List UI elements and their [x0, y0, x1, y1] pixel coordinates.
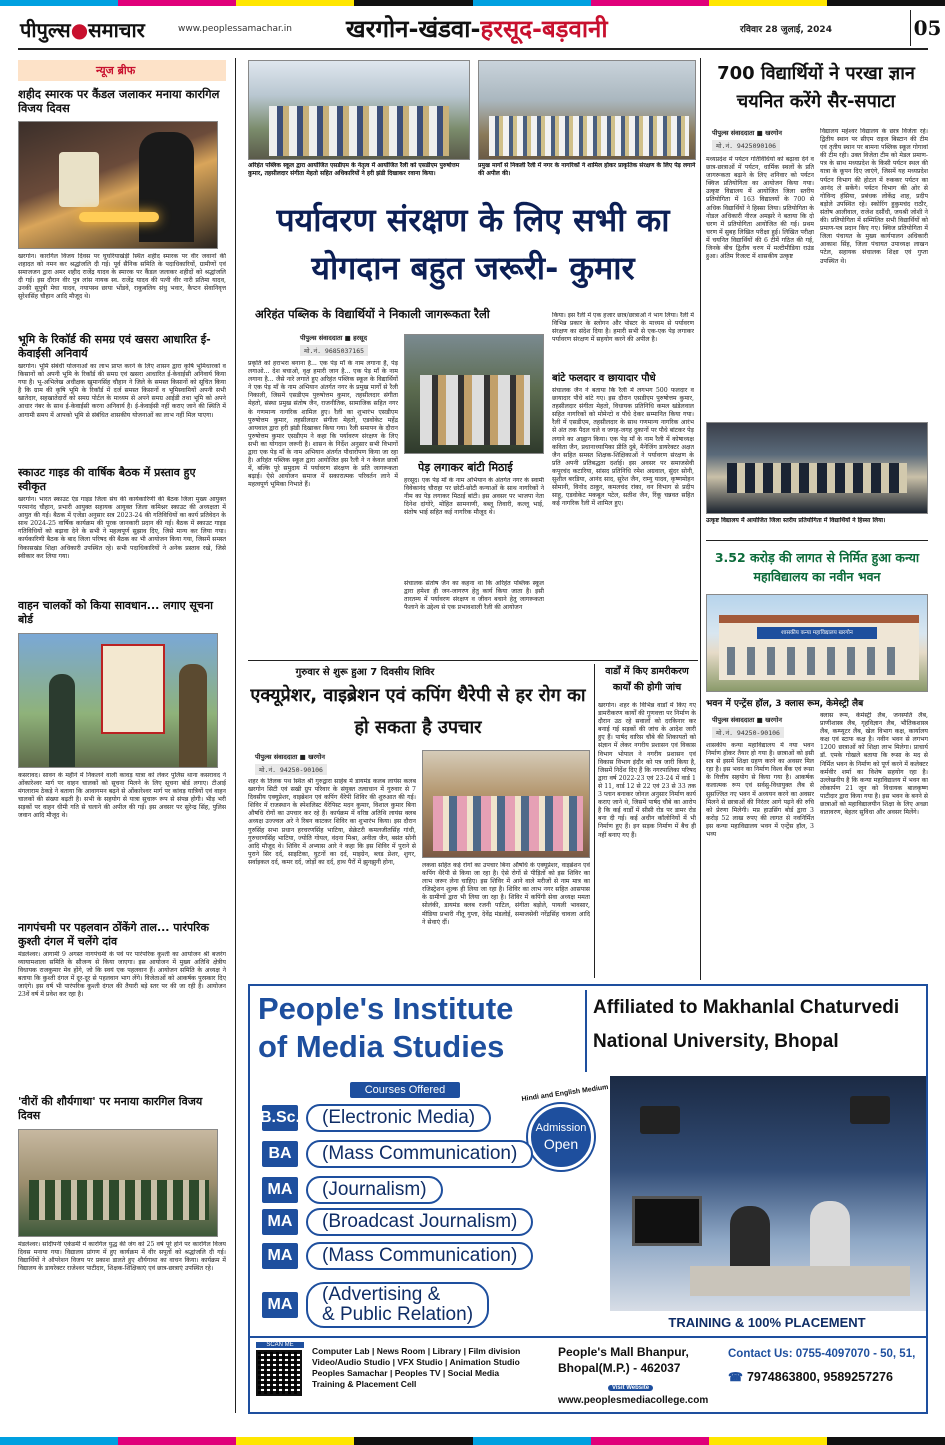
tree-planting-photo: [404, 334, 544, 454]
quiz-col2: विद्यालय महेश्वर विद्यालय के छात्र विजेता रहे। द्वितीय स्थान पर सीएम राइज बिस्टान की टीम एवं तृतीय स्थान पर बामना पब्लिक स्कूल गोगावां की टीम रही। उक्त विजेता टीम को मेडल प्रमाण-पत्र के साथ मध्यप्रदेश के किसी पर्यटन स्थल की यात्रा के कूपन दिए जाएंगे, जिसमें यह मध्यप्रदेश पर्यटन विभाग की होटल में रुककर पर्यटन का आनंद ले सकेंगे। पर्यटन विभाग की ओर से गोविन्द हंसिया, प्रबंधक लोकेंद्र शाह, प्रदीप बड़ोले उपस्थित रहे। स्कोरिंग हुकुमचंद राठौर, संतोष आलीवाल, राजेश दसौंधी, जयश्री जोशी ने की। प्रतियोगिता में सम्मिलित सभी विद्यार्थियों को प्रमाण-पत्र प्रदान किए गए। क्विज प्रतियोगिता में जिला पंचायत के मुख्य कार्यपालन अधिकारी आकाश सिंह, जिला पंचायत उपाध्यक्ष लाखन पटेल, सहायक संचालक शिक्षा एवं गुप्ता उपस्थित थे।: [820, 128, 928, 265]
ad-facilities-3: Peoples Samachar | Peoples TV | Social Media: [312, 1368, 500, 1378]
column-rule-left: [235, 58, 236, 1413]
brief-headline-4: वाहन चालकों को किया सावधान... लगाए सूचना बोर्ड: [18, 599, 213, 626]
ad-address: [558, 1344, 723, 1407]
rally-photo-left-caption: अरिहंत पब्लिक स्कूल द्वारा आयोजित एसडीएम के नेतृत्व में आयोजित रैली को एसडीएम पुरुषोत्तम कुमार, तहसीलदार संगीता मेहतो सहित अधिकारियों ने हरी झंडी दिखाकर रवाना किया।: [248, 162, 460, 177]
course-name-1: (Electronic Media): [306, 1104, 491, 1132]
ad-affiliation-block: [585, 990, 925, 1072]
ad-facilities-2: Video/Audio Studio | VFX Studio | Animation Studio: [312, 1357, 520, 1367]
news-brief-label: न्यूज ब्रीफ: [18, 60, 226, 81]
college-col2: क्लास रूम, केमेस्ट्री लैब, जनस्पति लैब, प्राणीशास्त्र लैब, गृहविज्ञान लैब, भौतिकशास्त्र लैब, कम्प्यूटर लैब, खेल विभाग कक्ष, कार्यालय कक्ष एवं स्टाफ कक्ष है। नवीन भवन से लगभग 1200 छात्राओं को शिक्षा लाभ मिलेगा। प्राचार्य डॉ. एमके गोखले बताया कि रूसा के मद से निर्मित भवन के निर्माण को पूर्ण करने में कलेक्टर कर्मवीर शर्मा का विशेष सहयोग रहा है। उल्लेखनीय है कि कन्या महाविद्यालय में भवन का लोकार्पण 21 जून को विधायक बालकृष्ण पाटीदार द्वारा किया गया है। इस भवन के बनने से छात्राओं को महाविद्यालयीन शिक्षा के लिए अच्छा वातावरण, बेहतर सुविधा और अवसर मिलेंगे।: [820, 712, 928, 817]
ad-admission-line1: Admission: [535, 1122, 587, 1134]
course-name-2: (Mass Communication): [306, 1140, 533, 1168]
course-row-5: [262, 1242, 533, 1270]
issue-date: रविवार 28 जुलाई, 2024: [740, 25, 832, 35]
ad-facilities-4: Training & Placement Cell: [312, 1379, 417, 1389]
qr-code-icon[interactable]: [256, 1350, 302, 1396]
college-building-sign: शासकीय कन्या महाविद्यालय खरगोन: [757, 627, 877, 639]
qr-scan-label: SCAN ME: [256, 1342, 304, 1348]
tree-photo-text: हरसूद। एक पेड़ माँ के नाम अभियान के अंतर्गत नगर के स्वामी विवेकानंद चौराहा पर छोटी-छोटी कन्याओं के साथ नागरिकों ने नीम का पेड़ लगाकर मिठाई बांटी। इस अवसर पर भाजपा नेता दिनेश दांगोरे, मोहित सामनाणी, बब्लू तिवारी, कल्लू भाई, संतोष भाई सहित कई नागरिक मौजूद थे।: [404, 477, 544, 517]
signboard-photo: [18, 633, 218, 768]
lead-byline: पीपुल्स संवाददाता ■ हरसूद: [300, 334, 368, 342]
ad-studio-image: [610, 1076, 928, 1311]
brief-body-2: खरगोन। भूमि संबंधी योजनाओं का लाभ प्राप्त करने के लिए शासन द्वारा कृषि भूमिधारकों व किसानों को अपनी भूमि के रिकॉर्ड की समग्र एवं खसरा आधारित ई-केवाईसी अनिवार्य किया गया है। भू-अभिलेख अधीक्षक खुमानसिंह चौहान ने जिले के समस्त किसानों को सूचित किया है कि ग्राम की कृषि भूमि के रिकॉर्ड में दर्ज समस्त किसानों व भूमिस्वामियों अपनी सभी खातेदार, सहखातेदारों को समग्र पोर्टल के माध्यम से अपने समग्र आईडी तथा भूमि को अपने आधार नंबर के साथ ई-केवाईसी करना अनिवार्य है। ई-केवाईसी नहीं कराए जाने की स्थिति में आगामी समय में आपको भूमि से संबंधित शासकीय योजनाओं का लाभ नहीं मिल पाएगा।: [18, 363, 226, 419]
ad-admission-badge: [528, 1104, 594, 1170]
brief-body-4: कसरावद। सावन के महीने में निकलने वाली कावड़ यात्रा को लेकर पुलिस थाना कसरावद ने ओंकारेश्वर मार्ग पर वाहन चालकों को सूचना मिलने के लिए सूचना बोर्ड लगाए। टीआई मंगलाराम ठेकड़े ने बताया कि आवागमन बढ़ने से ओंकारेश्वर मार्ग पर कांवड़ यात्रियों एवं वाहन चालकों की संख्या बढ़ती है। सभी के सहयोग से यात्रा सुचारू रूप से संपन्न होगी। भीड़ भरी सड़कों पर वाहन धीमी गति से चलाने की अपील की गई। इस अवसर पर सुरेन्द्र सिंह, पुलिस जवान आदि मौजूद थे।: [18, 772, 226, 820]
brand-logo: पीपुल्स●समाचार: [20, 18, 145, 42]
quiz-regno: मो.नं. 9425090106: [712, 140, 780, 151]
course-name-6: [306, 1282, 489, 1328]
news-brief-column: [18, 60, 226, 1415]
college-regno: मो.नं. 94250-90106: [712, 727, 784, 738]
ad-phone-numbers: 7974863800, 9589257276: [746, 1370, 893, 1384]
brief-body-5: मंडलेश्वर। आगामी 9 अगस्त नागपंचमी के पर्व पर पारंपरिक कुश्ती का आयोजन श्री बजरंग व्यायामशाला समिति के सौजन्य से किया जाएगा। इस आयोजन में मुख्य अतिथि क्षेत्रीय विधायक राजकुमार मेव होंगे, जो कि स्वयं एक पहलवान हैं। आयोजन समिति के अध्यक्ष ने बताया कि कुश्ती दंगल में दूर-दूर से पहलवान भाग लेंगे। विजेताओं को आकर्षक पुरस्कार दिए जाएंगे। इस वर्ष भी पारंपरिक कुश्ती दंगल की तैयारी बड़े स्तर पर की जा रही है। आयोजन 23वें वर्ष में प्रवेश कर रहा है।: [18, 951, 226, 999]
camp-col1: शहर के तिलक पथ स्थित श्री गुरुद्वारा साहेब में डायमंड कलब लायंस कलब खरगोन सिटी एवं सखी ग्रुप परिवार के संयुक्त तत्वाधान में गुरुवार से 7 दिवसीय एक्यूप्रेशर, वाइब्रेशन एवं कपिंग थैरेपी शिविर की शुरुआत की गई। शिविर में राजस्थान के स्पेशलिस्ट थैरेपिस्ट मदन कुमार, विशाल कुमार बिना औषधि रोगों का उपचार कर रहे हैं। कार्यक्रम में वरिष्ठ अतिथि लायंस क्लब अध्यक्ष उज्ज्वल अरे ने रिबन काटकर शिविर का शुभारंभ किया। इस दौरान गुरुसिंह सभा प्रधान हरचरणसिंह भाटिया, सेक्रेटरी कमलजीतसिंह गांधी, गुरुचरणसिंह भाटिया, ज्योति गोयल, वंदना मिश्रा, अनीता जैन, बसंत सोनी आदि मौजूद थे। शिविर में अभ्यास आरे ने कहा कि इस शिविर में पुराने से पुराने सिर दर्द, साइटिका, घुटनों का दर्द, माइग्रेन, ब्लड प्रेशर, शुगर, सर्वाइकल दर्द, कमर दर्द, जोड़ों का दर्द, हाथ पैरों में झुनझुनी होना,: [248, 778, 416, 866]
brief-headline-6: 'वीरों की शौर्यगाथा' पर मनाया कारगिल विजय दिवस: [18, 1095, 203, 1122]
course-code-6: MA: [262, 1292, 298, 1318]
lead-col3: किया। इस रैली में एक हजार छात्र/छात्राओं ने भाग लिया। रैली में विभिन्न प्रकार के स्लोगन और पोस्टर के माध्यम से पर्यावरण संरक्षण का संदेश दिया है। हमारी सभी से एक-एक पेड़ लगाकर पर्यावरण संरक्षण में सहयोग करने की अपील है।: [552, 312, 694, 344]
course-row-6: [262, 1282, 489, 1328]
college-byline: पीपुल्स संवाददाता ■ खरगोन: [712, 716, 782, 724]
course-name-6-line1: (Advertising &: [322, 1284, 441, 1305]
lead-bottom-rule: [248, 660, 698, 661]
brief-body-6: मंडलेश्वर। सांदीपनी एकेडमी में कारगिल युद्ध की जंग को 25 वर्ष पूरे होने पर कारगिल विजय दिवस मनाया गया। विद्यालय प्रांगण में हुए कार्यक्रम में वीर सपूतों को श्रद्धांजलि दी गई। विद्यार्थियों ने ऑपरेशन विजय पर प्रकाश डालते हुए शौर्यगाथा का वाचन किया। कार्यक्रम में विद्यालय के डायरेक्टर राजेश्वर पाटीदार, शिक्षक-शिक्षिकाएं एवं छात्र-छात्राएं उपस्थित रहे।: [18, 1241, 226, 1273]
ad-courses-label: Courses Offered: [350, 1082, 460, 1098]
course-row-2: [262, 1140, 533, 1168]
ad-admission-line2: Open: [543, 1136, 579, 1152]
quiz-photo: [706, 422, 928, 514]
lead-col-tail: संचालक संतोष जैन का कहना था कि अरिहंत पब्लिक स्कूल द्वारा हमेशा ही जन-जागरण हेतु कार्य किया जाता है। इसी तारतम्य में पर्यावरण संरक्षण व जीवन बचाने हेतु जागरूकता फैलाने के उद्देश्य से एक प्रभावशाली रैली की आयोजन: [404, 580, 544, 612]
column-rule-mid: [700, 58, 701, 980]
ad-contact-line: Contact Us: 0755-4097070 - 50, 51,: [728, 1348, 916, 1360]
ad-website-link[interactable]: www.peoplesmediacollege.com: [558, 1395, 709, 1406]
quiz-headline: 700 विद्यार्थियों ने परखा ज्ञान चयनित करेंगे सैर-सपाटा: [717, 63, 915, 112]
course-row-4: [262, 1208, 533, 1236]
ad-contact: [728, 1346, 924, 1384]
course-code-2: BA: [262, 1141, 298, 1167]
phone-icon: ☎: [728, 1370, 743, 1384]
lead-col3-subhead: बांटे फलदार व छायादार पौधे: [552, 373, 656, 384]
brand-right: समाचार: [88, 18, 145, 42]
ad-address-2: Bhopal(M.P.) - 462037: [558, 1361, 681, 1375]
quiz-byline: पीपुल्स संवाददाता ■ खरगोन: [712, 129, 782, 137]
ad-placement-banner: TRAINING & 100% PLACEMENT: [608, 1312, 926, 1334]
rally-photo-right: [478, 60, 696, 160]
course-code-3: MA: [262, 1177, 298, 1203]
camp-kicker: गुरुवार से शुरू हुआ 7 दिवसीय शिविर: [295, 667, 435, 678]
lead-col3b: संचालक जैन ने बताया कि रैली में लगभग 500 फलदार व छायादार पौधे बांटे गए। इस दौरान एसडीएम पुरुषोत्तम कुमार, तहसीलदार संगीता मेहतो, विधायक प्रतिनिधि कमल खंडेलवाल सहित नागरिकों को मोमेन्टो व पौधे देकर सम्मानित किया गया। रैली में एसडीएम, तहसीलदार के साथ गणमान्य नागरिक आरंभ से अंत तक पैदल चले व जगह-जगह दुकानों पर पौधे बांटकर पेड़ लगाने का आह्वान किया। एक पेड़ माँ के नाम रैली में कोषाध्यक्ष कविता जैन, प्रधानाध्यापिका प्रीति दुबे, मैनेजिंग डायरेक्टर अक्षत जैन सहित समस्त शिक्षक-शिक्षिकाओं ने पर्यावरण संरक्षण के प्रति अपनी प्रतिबद्धता दर्शाई। इस अवसर पर समाजसेवी कपूरचंद कटारिया, सांसद प्रतिनिधि रमेश अग्रवाल, सुंदर सोनी, सुशील बरडिया, आनंद साद, सुरेश जैन, राम्यु यादव, कृष्णमोहन सोमानी, विनोद ठाकुर, कमलचंद रांका, वन विभाग से प्रदीप साहू, एडवोकेट मकबूल पटेल, सतीश जैन, रिंकू चन्नवत सहित कई नागरिक रैली में शामिल हुए।: [552, 387, 694, 508]
lead-subhead: अरिहंत पब्लिक के विद्यार्थियों ने निकाली जागरूकता रैली: [255, 307, 490, 321]
page-number: 05: [910, 10, 944, 46]
rally-photo-right-caption: प्रमुख मार्गों से निकली रैली में नगर के नागरिकों ने शामिल होकर प्राकृतिक संरक्षण के लिए पेड़ लगाने की अपील की।: [478, 162, 696, 177]
ad-title-block: [258, 990, 580, 1072]
ad-visit-label: Visit Website: [608, 1385, 653, 1391]
course-code-4: MA: [262, 1209, 298, 1235]
camp-byline: पीपुल्स संवाददाता ■ खरगोन: [255, 753, 325, 761]
brief-headline-5: नागपंचमी पर पहलवान ठोंकेंगे ताल... पारंपरिक कुश्ती दंगल में चलेंगे दांव: [18, 921, 209, 948]
ward-headline: वार्डों में किए डामरीकरण कार्यों की होगी जांच: [605, 666, 689, 693]
ward-left-rule: [594, 664, 595, 978]
course-name-5: (Mass Communication): [306, 1242, 533, 1270]
course-name-3: (Journalism): [306, 1176, 443, 1204]
course-code-5: MA: [262, 1243, 298, 1269]
college-building-photo: [706, 594, 928, 692]
rally-photo-left: [248, 60, 470, 160]
ad-title-line1: People's Institute: [258, 991, 514, 1026]
ad-facilities: [312, 1346, 552, 1390]
lead-col1: प्रकृति को हराभरा बनाना है... एक पेड़ माँ के नाम लगाना है, पेड़ लगाओ... देश बचाओ, वृक्ष हमारी जान है... एक पेड़ माँ के नाम लगाना है... जैसे नारे लगाते हुए अरिहंत पब्लिक स्कूल के विद्यार्थियों ने एक पेड़ माँ के नाम अभियान अंतर्गत नगर के प्रमुख मार्गों से रैली निकाली, जिसमें एसडीएम पुरुषोत्तम कुमार, तहसीलदार संगीता मेहतो, संस्था प्रमुख संतोष जैन, राजनीतिक, सामाजिक सहित नगर के गणमान्य नागरिक शामिल हुए। रैली का शुभारंभ एसडीएम पुरुषोत्तम कुमार, तहसीलदार संगीता मेहतो, एडवोकेट महेंद्र आयवाल द्वारा हरी झंडी दिखाकर किया गया। रैली समापन के दौरान पुरुषोत्तम कुमार एसडीएम ने कहा कि पर्यावरण संरक्षण के लिए सभी का योगदान जरूरी है। शासन के निर्देश अनुसार सभी विभागों द्वारा एक पेड़ माँ के नाम अभियान अंतर्गत पौधारोपण किया जा रहा है। अरिहंत पब्लिक स्कूल द्वारा आयोजित इस रैली ने न केवल छात्रों में, बल्कि पूरे समुदाय में पर्यावरण संरक्षण के प्रति जागरूकता बढ़ाई। ऐसे आयोजन समाज में सकारात्मक परिवर्तन लाने में महत्वपूर्ण भूमिका निभाते हैं।: [248, 360, 398, 489]
ad-address-1: People's Mall Bhanpur,: [558, 1345, 689, 1359]
edition-title: [346, 12, 608, 45]
ad-facilities-1: Computer Lab | News Room | Library | Film division: [312, 1346, 521, 1356]
brand-left: पीपुल्स: [20, 18, 71, 42]
ad-title-line2: of Media Studies: [258, 1029, 505, 1064]
college-top-rule: [706, 540, 928, 541]
ad-affil-line2: National University, Bhopal: [593, 1031, 839, 1052]
course-code-1: B.Sc.: [262, 1105, 298, 1131]
kargil-school-photo: [18, 1129, 218, 1237]
brief-body-3: खरगोन। भारत स्काउट एंड गाइड जिला संघ की कार्यकारिणी की बैठक जिला मुख्य आयुक्त परमानंद चौहान, प्रभारी आयुक्त सहायक आयुक्त जिला कमिश्नर स्काउट की अध्यक्षता में आयुत की गई। बैठक में एजेंडा अनुसार सत्र 2023-24 की गतिविधियों का कार्य प्रतिवेदन के साथ 2024-25 वार्षिक कार्यक्रम की पूरक जानकारी प्रदान की गई। बैठक में स्काउट गाइड गतिविधियों को बढ़ावा देने के सभी ने महत्वपूर्ण सुझाव दिए, जिसे मान्य कर लिया गया। कार्यकारिणी बैठक के बाद जिला परिषद की बैठक का भी आयोजन किया गया, जिसमें समस्त विकासखंड शिक्षा अधिकारी उपस्थित रहे। सभी पदाधिकारियों ने अनेक प्रस्ताव रखे, जिसे स्वीकार कर लिया गया।: [18, 496, 226, 560]
ward-col1: खरगोन। शहर के विभिन्न वार्डों में किए गए डामरीकरण कार्यों की गुणवत्ता पर निर्माण के दौरान उठ रहे सवालों को दरकिनार कर बनाई गई सड़कों की जांच के आदेश जारी हुए हैं। पार्षद वारिस चौबे की शिकायतों को संज्ञान में लेकर नगरीय प्रशासन एवं विकास विभाग भोपाल ने नगरीय प्रशासन एवं विकास विभाग इंदौर को पत्र जारी किया है, जिसमें निर्देश दिए हैं कि नगरपालिका परिषद द्वारा वर्ष 2022-23 एवं 23-24 में वार्ड 1 से 11, वार्ड 12 से 22 एवं 23 से 33 तक 3 प्लान बनाकर जोनल अनुसार निर्माण कार्य कराए जाने थे, जिसमें पार्षद चौबे का आरोप है कि कई वार्डों में सीसी रोड पर डामर रोड बना दी गई। कई अधीन कॉलोनियों में भी निर्माण हुए हैं। इन सड़क निर्माण में बैच ही नहीं बनाए गए हैं।: [598, 702, 696, 839]
quiz-photo-caption: उत्कृष्ट विद्यालय में आयोजित जिला स्तरीय प्रतियोगिता में विद्यार्थियों ने हिस्सा लिया।: [706, 517, 886, 524]
tree-photo-caption: पेड़ लगाकर बांटी मिठाई: [418, 461, 513, 474]
edition-part1: खरगोन-खंडवा-: [346, 15, 481, 43]
course-name-6-line2: & Public Relation): [322, 1304, 474, 1325]
edition-part2: हरसूद-बड़वानी: [480, 15, 608, 43]
ad-bottom-bar: [250, 1336, 926, 1412]
college-col1: शासकीय कन्या महाविद्यालय में नया भवन निर्माण होकर तैयार हो गया है। छात्राओं को इसी सत्र से इसमें शिक्षा ग्रहण करने का अवसर मिल रहा है। इस भवन का निर्माण विश्व बैंक एवं रूसा के वित्तीय सहयोग से किया गया है। आकर्षक कलात्मक रूप एवं सर्वसु-विधायुक्त लैब से सुसज्जित नए भवन में अध्ययन करने का अवसर मिलने से छात्राओं की निरंतर आगे पढ़ने की रुचि को प्रेरणा मिलेगी। मप्र हाउसिंग बोर्ड द्वारा 3 करोड़ 52 लाख रुपए की लागत से नवनिर्मित इस कन्या महाविद्यालय भवन में एन्ट्रेंस हॉल, 3 भव्य: [706, 742, 814, 839]
course-row-1: [262, 1104, 491, 1132]
qr-block: [256, 1342, 304, 1410]
brief-headline-2: भूमि के रिकॉर्ड की समग्र एवं खसरा आधारित ई-केवाईसी अनिवार्य: [18, 333, 211, 360]
camp-photo: [422, 750, 590, 858]
ad-medium-label: Hindi and English Medium: [521, 1083, 609, 1104]
college-caption: भवन में एन्ट्रेंस हॉल, 3 क्लास रूम, केमेस्ट्री लैब: [706, 699, 864, 709]
print-color-bar-bottom: [0, 1437, 945, 1445]
college-headline: 3.52 करोड़ की लागत से निर्मित हुआ कन्या महाविद्यालय का नवीन भवन: [714, 550, 920, 584]
camp-regno: मो.नं. 94250-90106: [255, 764, 327, 775]
quiz-col1: मध्यप्रदेश में पर्यटन गतिविधियों को बढ़ावा देने व छात्र-छात्राओं में पर्यटन, धार्मिक स्थलों के प्रति जागरूकता बढ़ाने के लिए शनिवार को पर्यटन क्विज प्रतियोगिता का आयोजन किया गया। उत्कृष्ट विद्यालय में आयोजित जिला स्तरीय प्रतियोगिता में 163 विद्यालयों के 700 से अधिक विद्यार्थियों ने हिस्सा लिया। प्रतियोगिता के नोडल अधिकारी नीरज अमझरे ने बताया कि दो चरण में प्रतियोगिता आयोजित की गई। प्रथम चरण में सुबह लिखित परीक्षा हुई। लिखित परीक्षा में चयनित विद्यार्थियों की 6 टीमें गठित की गई, जिनके बीच द्वितीय चरण में मल्टीमीडिया राउंड हुआ। अंतिम रिजल्ट में शासकीय उत्कृष्ट: [706, 156, 814, 261]
brief-body-1: खरगोन। कारगिल विजय दिवस पर घुघरियाखेड़ी स्थित शहीद स्मारक पर वीर जवानों की शहादत को नमन कर श्रद्धांजलि दी गई। पूर्व सैनिक समिति के पदाधिकारियों, ग्रामीणों एवं समाजजन द्वारा अमर शहीद राजेंद्र यादव के स्मारक पर कैंडल जलाकर शहीदों को श्रद्धांजलि दी गई। इस दौरान वीर पुत्र लांस नायक स्व. राजेंद्र यादव की पत्नी वीर नारी प्रतिमा यादव, उनकी सुपुत्री मेघा यादव, नयापस्थ छाया भोंडवे, राकुबलिय संधु भवार, कैप्टन सेवानिवृत्त सुरेशसिंह चौहान आदि मौजूद थे।: [18, 253, 226, 301]
masthead: [18, 10, 942, 50]
camp-col2: लकवा सहित कई रोगों का उपचार बिना औषधि के एक्यूप्रेशर, वाइब्रेशन एवं कपिंग थैरेपी से किया जा रहा है। ऐसे रोगों से पीड़ितों को इस शिविर का लाभ जरूर लेना चाहिए। इस शिविर में आने वाले मरीजों से नाम मात्र का रजिस्ट्रेशन शुल्क ही लिया जा रहा है। शिविर का लाभ नगर सहित आसपास के ग्रामीणों द्वारा भी लिया जा रहा है। शिविर में कपिंगी सेवा अध्यक्ष ममता सोलंकी, डायमंड क्लब रजनी पाटिल, संगीता बड़ोले, पायली भावसार, मीडिया प्रभारी नीतू गुप्ता, देवेंद्र मंडलोई, समाजसेवी नरेंद्रसिंह चावला आदि ने सेवाएं दीं।: [422, 862, 590, 926]
brief-headline-3: स्काउट गाइड की वार्षिक बैठक में प्रस्ताव हुए स्वीकृत: [18, 466, 196, 493]
course-row-3: [262, 1176, 443, 1204]
ad-affil-line1: Affiliated to Makhanlal Chaturvedi: [593, 997, 900, 1018]
course-name-4: (Broadcast Journalism): [306, 1208, 533, 1236]
site-url: www.peoplessamachar.in: [178, 24, 292, 34]
print-color-bar-top: [0, 0, 945, 6]
lead-regno: मो.नं. 9685037165: [300, 345, 368, 356]
brief-headline-1: शहीद स्मारक पर कैंडल जलाकर मनाया कारगिल विजय दिवस: [18, 87, 220, 115]
lead-headline: पर्यावरण संरक्षण के लिए सभी का योगदान बहुत जरूरी- कुमार: [276, 201, 670, 287]
candle-tribute-photo: [18, 121, 218, 249]
camp-headline: एक्यूप्रेशर, वाइब्रेशन एवं कपिंग थैरेपी से हर रोग का हो सकता है उपचार: [250, 685, 586, 738]
